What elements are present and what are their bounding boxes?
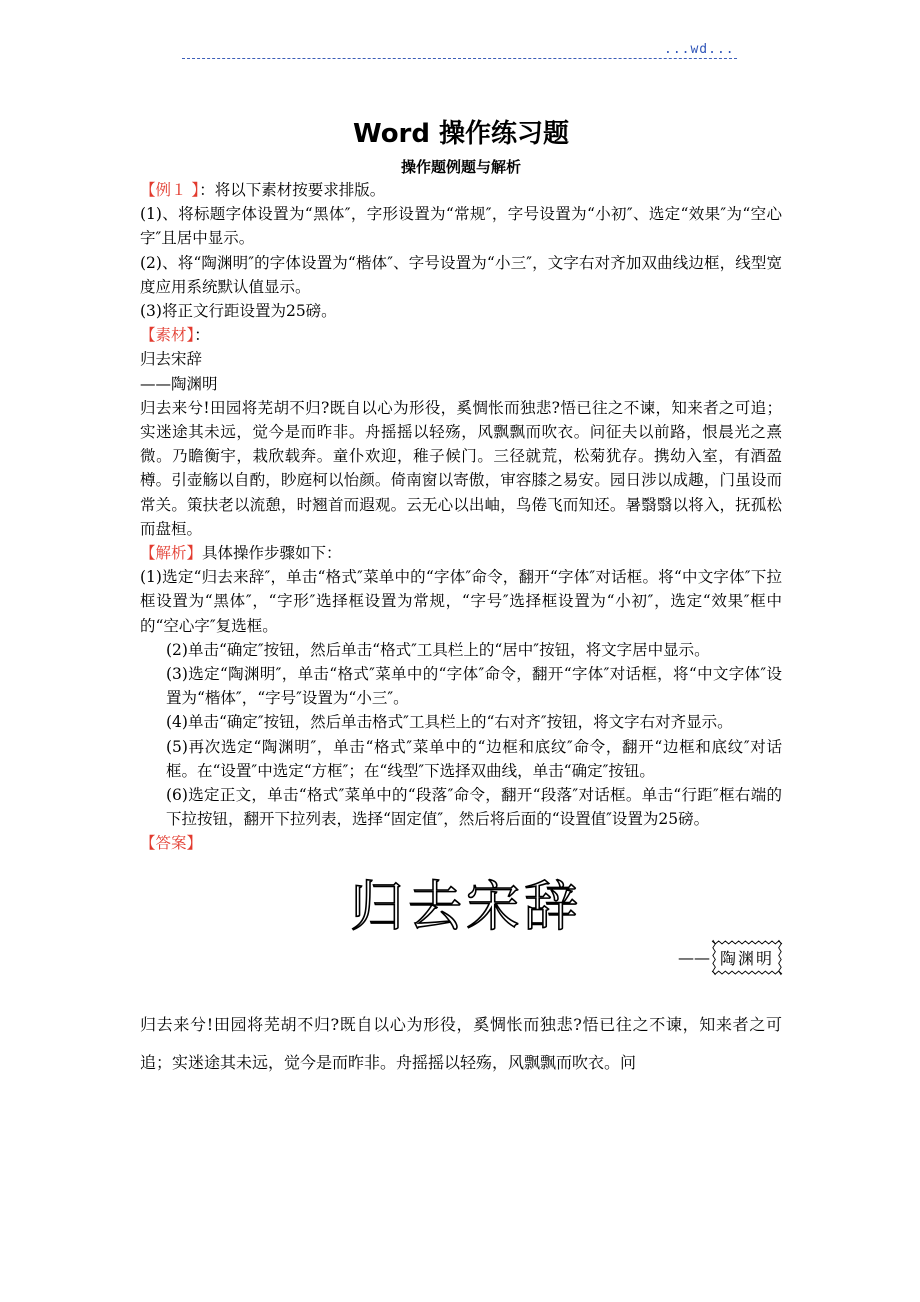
example-heading bbox=[140, 178, 782, 202]
wavy-border-icon bbox=[712, 940, 782, 975]
step-5: (5)再次选定“陶渊明″，单击“格式″菜单中的“边框和底纹″命令，翻开“边框和底纹″对话框。在“设置″中选定“方框″；在“线型″下选择双曲线，单击“确定″按钮。 bbox=[166, 737, 782, 780]
material-heading bbox=[140, 323, 782, 347]
answer-author-text: 陶渊明 bbox=[719, 949, 774, 969]
step-1: (1)选定“归去来辞″，单击“格式″菜单中的“字体″命令，翻开“字体″对话框。将“中文字体″下拉框设置为“黑体″，“字形″选择框设置为常规，“字号″选择框设置为“小初″，选定“效果″框中的“空心字″复选框。 bbox=[140, 568, 782, 635]
analysis-tag: 【解析】 bbox=[140, 544, 203, 563]
answer-heading bbox=[140, 831, 782, 855]
header-divider bbox=[182, 58, 737, 59]
analysis-heading bbox=[140, 541, 782, 565]
material-tag: 【素材】 bbox=[140, 326, 195, 345]
page-title: Word 操作练习题 bbox=[352, 119, 570, 149]
answer-body: 归去来兮!田园将芜胡不归?既自以心为形役，奚惆怅而独悲?悟已往之不谏，知来者之可追；实迷途其未远，觉今是而昨非。舟摇摇以轻殇，风飘飘而吹衣。问 bbox=[140, 1014, 782, 1072]
page-subtitle: 操作题例题与解析 bbox=[400, 158, 521, 176]
requirement-3: (3)将正文行距设置为25磅。 bbox=[140, 302, 337, 321]
example-tag: 【例１ 】 bbox=[140, 181, 200, 199]
step-3: (3)选定“陶渊明″，单击“格式″菜单中的“字体″命令，翻开“字体″对话框，将“中文字体″设置为“楷体″，“字号″设置为“小三″。 bbox=[166, 665, 782, 708]
material-body: 归去来兮!田园将芜胡不归?既自以心为形役，奚惆怅而独悲?悟已往之不谏，知来者之可追；实迷途其未远，觉今是而昨非。舟摇摇以轻殇，风飘飘而吹衣。问征夫以前路，恨晨光之熹微。乃瞻衡宇，栽欣载奔。童仆欢迎，稚子候门。三径就荒，松菊犹存。携幼入室，有酒盈樽。引壶觞以自酌，眇庭柯以怡颜。倚南窗以寄傲，审容膝之易安。园日涉以成趣，门虽设而常关。策扶老以流憩，时翘首而遐观。云无心以出岫，鸟倦飞而知还。暑翳翳以将入，抚孤松而盘桓。 bbox=[140, 398, 782, 538]
header-mark: ...wd... bbox=[664, 42, 735, 57]
example-text: ：将以下素材按要求排版。 bbox=[199, 181, 386, 199]
material-author: ——陶渊明 bbox=[140, 374, 218, 393]
requirement-2: (2)、将“陶渊明″的字体设置为“楷体″、字号设置为“小三″，文字右对齐加双曲线边框，线型宽度应用系统默认值显示。 bbox=[140, 253, 782, 296]
step-4: (4)单击“确定″按钮，然后单击格式″工具栏上的“右对齐″按钮，将文字右对齐显示。 bbox=[166, 713, 733, 732]
material-colon: ： bbox=[194, 326, 210, 345]
answer-outline-title: 归去宋辞 bbox=[350, 874, 582, 938]
step-2: (2)单击“确定″按钮，然后单击“格式″工具栏上的“居中″按钮，将文字居中显示。 bbox=[166, 640, 710, 659]
answer-tag: 【答案】 bbox=[140, 834, 203, 853]
material-title: 归去宋辞 bbox=[140, 350, 203, 369]
requirement-1: (1)、将标题字体设置为“黑体″，字形设置为“常规″，字号设置为“小初″、选定“效果″为“空心字″且居中显示。 bbox=[140, 205, 782, 248]
step-6: (6)选定正文，单击“格式″菜单中的“段落″命令，翻开“段落″对话框。单击“行距″框右端的下拉按钮，翻开下拉列表，选择“固定值″，然后将后面的“设置值″设置为25磅。 bbox=[166, 786, 782, 829]
analysis-intro: 具体操作步骤如下： bbox=[202, 544, 342, 563]
answer-author-line bbox=[678, 940, 782, 976]
document-body bbox=[140, 116, 782, 1082]
answer-preview bbox=[140, 856, 782, 1006]
answer-dash: —— bbox=[677, 948, 710, 968]
answer-author-box bbox=[712, 940, 782, 975]
